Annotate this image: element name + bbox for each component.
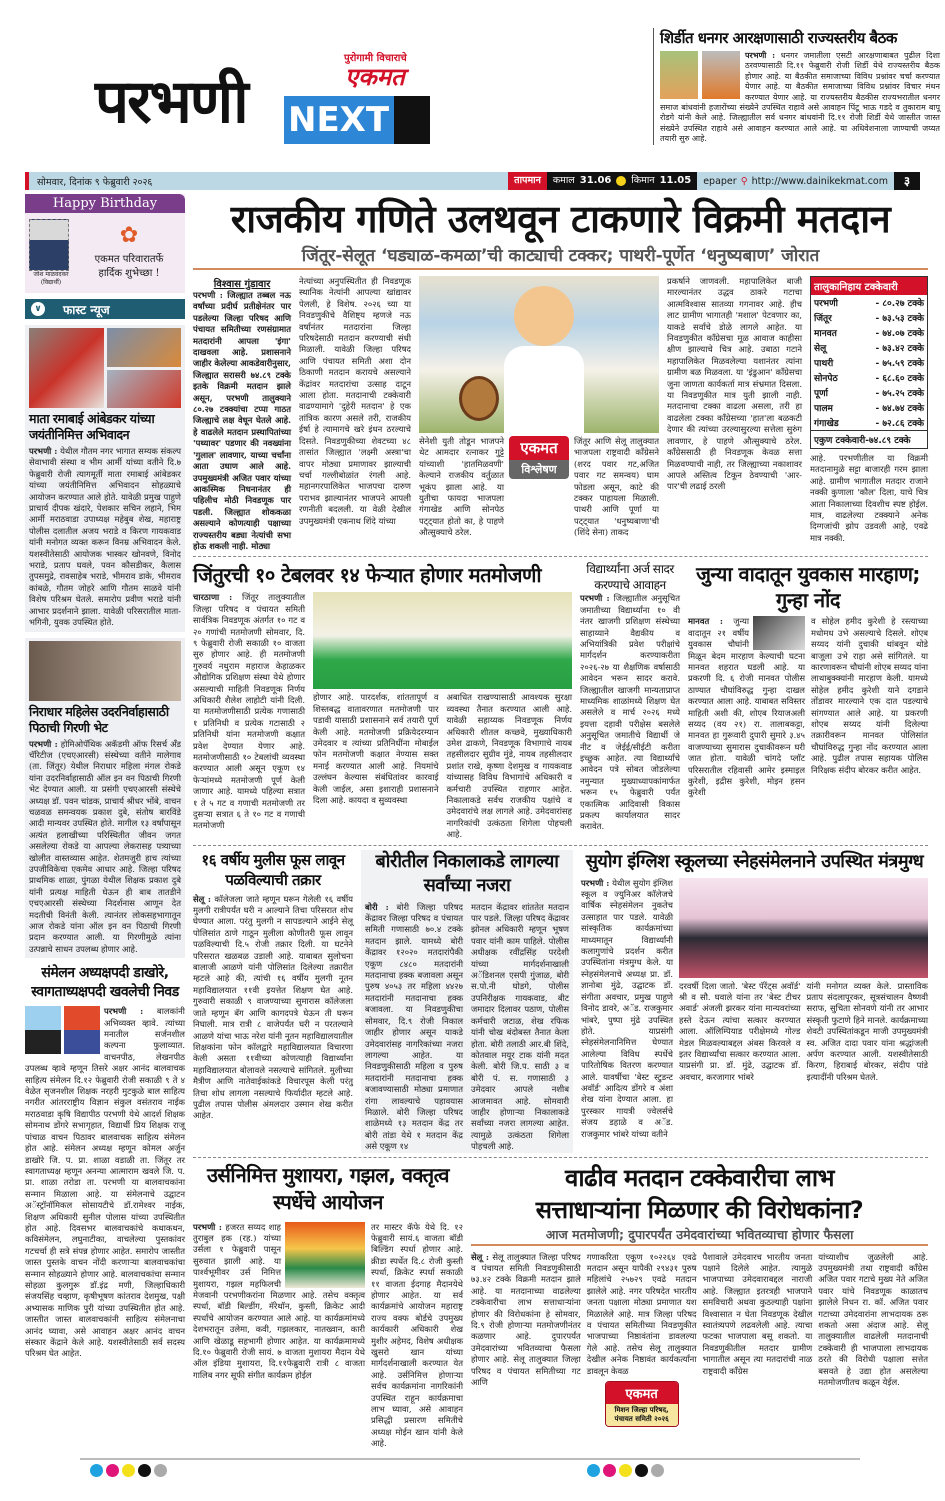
fast-news-header: [25, 299, 185, 319]
story-body: पैशावाले उमेदवारच भारतीय जनता पक्षाने दिलेले आहेत. त्यामुळे भाजपाच्या उमेदवाराबद्दल नाराजी आहे. जिल्ह्यात इतरत्रही भाजपाने समविचारी अथवा कुठल्याही पक्षांना विश्वासात न घेता निवडणूक देखील स्वातंत्र्यपणे लढवलेली आहे. त्याचा फटका भाजपाला बसू शकतो. या निवडणुकीतील मतदार ग्रामीण भागातील असून त्या मतदारांची नाळ राष्ट्रवादी काँग्रेस: [702, 1251, 813, 1376]
date-weather-bar: [25, 172, 920, 190]
story-body: धनगर जमातीला एसटी आरक्षणाबाबत पुढील दिशा ठरवण्यासाठी दि.११ फेब्रुवारी रोजी शिर्डी येथे राज्यस्तरीय बैठक होणार आहे. या बैठकीत समाजाच्या विविध प्रश्नांवर चर्चा करण्यात येणार आहे. या बैठकीत समाजाच्या विविध प्रश्नांवर विचार मंथन करण्यात येणार आहे. या राज्यस्तरीय बैठकीस राज्यभरातील धनगर समाज बांधवांनी हजारोंच्या संख्येने उपस्थित राहावे असे आवाहन पिंटू भाऊ गडदे व तुकाराम बापू रोडगे यांनी केले आहे. जिल्ह्यातील सर्व धनगर बांधवांनी दि.११ रोजी शिर्डी येथे जास्तीत जास्त संख्येने उपस्थित राहावे असे आवाहन करण्यात आले आहे. या अधिवेशनाला जाण्याची जय्यत तयारी सुरु आहे.: [660, 51, 940, 144]
story-body: गणाकरिता एकूण १०२२६४ एवढे मतदान असून यापैकी २९४३१ पुरुष महिलांचे २५७२९ एवढे मतदान झालेले आहे. नगर परिषदेत भारतीय जनता पक्षाला मोठ्या प्रमाणात यश मिळालेले आहे. मात्र जिल्हा परिषद व पंचायत समितीच्या निवडणुकीत भाजपाच्या निष्ठावंतांना डावलल्या गेले आहे. तसेच सेलू तालुक्यात देखील अनेक निष्ठावंत कार्यकर्त्यांना डावलून केवळ: [586, 1251, 697, 1376]
bori-story: [361, 850, 573, 1153]
event-photo: [29, 641, 181, 701]
taluka-percentage: - ६८.६० टक्के: [875, 374, 924, 384]
lead-col-2: नेत्यांच्या अनुपस्थितीत ही निवडणूक स्थानिक नेत्यांनी आपल्या खांद्यावर पेलली, हे विशेष. २०२६ च्या या निवडणुकीचे वैशिष्ट्य म्हणजे नऊ वर्षांनंतर मतदारांना जिल्हा परिषदेसाठी मतदान करण्याची संधी मिळाली. यावेळी जिल्हा परिषद आणि पंचायत समिती अशा दोन ठिकाणी मतदान करायचे असल्याने केंद्रांवर मतदारांचा उत्साह दाटून आला होता. मतदानाची टक्केवारी वाढण्यामागे 'दुहेरी मतदान' हे एक तांत्रिक कारण असले तरी, राजकीय ईर्षा हे त्यामागचे खरे इंधन ठरल्याचे दिसते. निवडणुकीच्या शेवटच्या ४८ तासांत जिल्ह्यात 'लक्ष्मी अस्त्रा'चा वापर मोठ्या प्रमाणावर झाल्याची चर्चा गल्लीबोळांत रंगली आहे. महानगरपालिकेत भाजपचा दारुण पराभव झाल्यानंतर भाजपने आपली रणनीती बदलली. या वेळी देखील उपमुख्यमंत्री एकनाथ शिंदे यांच्या: [299, 276, 411, 526]
dateline: परभणी :: [745, 50, 776, 60]
story-headline: विद्यार्थ्यांना अर्ज सादर करण्याचे आवाहन: [586, 562, 674, 593]
story-body: सेलू तालुक्यात जिल्हा परिषद व पंचायत समिती निवडणुकीसाठी ७३.४२ टक्के विक्रमी मतदान झाले आहे. या मतदानाच्या वाढलेल्या टक्केवारीचा लाभ सत्ताधाऱ्यांना होणार की विरोधकांना हे सोमवार, दि.९ रोजी होणाऱ्या मतमोजणीनंतर कळणार आहे. दुपारपर्यंत उमेदवारांच्या भवितव्याचा फैसला होणार आहे. सेलू तालुक्यात जिल्हा परिषद व पंचायत समितीच्या गट आणि: [471, 1251, 581, 1388]
brand-tagline: पुरोगामी विचाराचे: [344, 53, 407, 64]
taluka-name: जिंतूर: [814, 314, 832, 324]
second-row: [193, 561, 928, 840]
dargah-photo: [285, 1222, 365, 1288]
birthday-wish-line2: हार्दिक शुभेच्छा !: [98, 268, 160, 279]
dateline: परभणी :: [29, 738, 58, 749]
page-number: ३: [894, 172, 920, 190]
temperature-label: तापमान: [508, 172, 547, 190]
story-body: येथील गौतम नगर भागात सम्यक संकल्प सेवाभावी संस्था व भीम आर्मी यांच्या वतीने दि.७ फेब्रुवारी रोजी त्यागमूर्ती माता रमाबाई आंबेडकर यांच्या जयंतीनिमित्त अभिवादन सोहळ्याचे आयोजन करण्यात आले होते. यावेळी प्रमुख पाहुणे प्राचार्य दीपक खंदारे, पेशकार सचिन लहाने, भिम आर्मी मराठवाडा उपाध्यक्ष महेबुब शेख, महाराष्ट्र पोलीस दलातील अजय भराडे व किरण गायकवाड यांनी मनोगत व्यक्त करून विनम्र अभिवादन केले. यशस्वीतेसाठी आयोजक भास्कर खोनवणे, विनोद भराडे, प्रताप घवले, पवन कौसडीकर, कैलास तुपसमुद्रे, रावसाहेब भराडे, भीमराव डाके, भीमराव कांबळे, गौतम जोहरे आणि गौतम साळवे यांनी विशेष परिश्रम घेतले. समारोप प्रवीण भराडे यांनी आभार प्रदर्शनाने झाला. यावेळी परिसरातील माता-भगिनी, युवक उपस्थित होते.: [29, 446, 181, 628]
table-body: [811, 295, 927, 430]
taluka-name: सेलू: [814, 344, 827, 354]
counting-hall-photo: [313, 592, 572, 689]
story-headline: संमेलन अध्यक्षपदी डाखोरे, स्वागताध्यक्षपदी खवलेची निवड: [31, 965, 179, 1001]
story-body: दरवर्षी दिला जातो. 'बेस्ट पॅरेंट्स अवॉर्ड' श्री व सौ. घवाले यांना तर 'बेस्ट टीचर अवार्ड' अंजली झरकर यांना मान्यवरांच्या हस्ते देऊन त्यांचा सत्कार करण्यात आला. ऑलिम्पियाड परीक्षेमध्ये गोल्ड मेडल मिळवल्याबद्दल अंबस किरवले व इतर विद्यार्थ्यांचा सत्कार करण्यात आला. याप्रसंगी प्रा. डॉ. मुंढे, उद्घाटक डॉ. अवचार, करजागार भांबरे: [679, 980, 801, 1082]
student-photo: [64, 1006, 100, 1054]
temperature-readout: [547, 172, 697, 190]
story-body: जिंतूर तालुक्यातील जिल्हा परिषद व पंचायत समिती सार्वत्रिक निवडणूक अंतर्गत १० गट व २० गणांची मतमोजणी सोमवार, दि. ९ फेब्रुवारी रोजी सकाळी १० वाजता सुरु होणार आहे. ही मतमोजणी गुरुवर्य नथुराम महाराज केहाळकर औद्योगिक प्रशिक्षण संस्था येथे होणार असल्याची माहिती निवडणूक निर्णय अधिकारी शैलेश लाहोटी यांनी दिली. या मतमोजणीसाठी प्रत्येक गणासाठी १ प्रतिनिधी व प्रत्येक गटासाठी २ प्रतिनिधी यांना मतमोजणी कक्षात प्रवेश देण्यात येणार आहे. मतमोजणीसाठी १० टेबलांची व्यवस्था करण्यात आली असून एकूण १४ फेऱ्यांमध्ये मतमोजणी पूर्ण केली जाणार आहे. यामध्ये पहिल्या सत्रात १ ते ५ गट व गणाची मतमोजणी तर दुसऱ्या सत्रात ६ ते १० गट व गणाची मतमोजणी: [193, 592, 305, 831]
badge-label: मिशन जिल्हा परिषद, पंचायत समिती २०२६: [606, 1404, 678, 1426]
min-temp-label: किमान: [631, 175, 655, 186]
jintur-story: [193, 561, 572, 840]
magenta-dot: [603, 1464, 616, 1477]
footer-rule: [80, 1458, 860, 1460]
sammelan-story: [25, 964, 185, 1360]
story-headline: जुन्या वादातून युवकास मारहाण; गुन्हा नोंद: [696, 562, 920, 613]
dateline: सेलू :: [471, 1251, 489, 1262]
table-total: एकुण टक्केवारी-७४.८९ टक्के: [811, 430, 927, 448]
child-photo: [29, 219, 69, 271]
jintur-col-2: होणार आहे. पारदर्शक, शांततापूर्ण व शिस्तबद्ध वातावरणात मतमोजणी पार पडावी यासाठी प्रशासनाने सर्व तयारी पूर्ण केली आहे. मतमोजणी प्रक्रियेदरम्यान उमेदवार व त्यांच्या प्रतिनिधींना मोबाईल फोन मतमोजणी कक्षात नेण्यास सक्त मनाई करण्यात आली आहे. नियमांचे उल्लंघन केल्यास संबंधितांवर कारवाई केली जाईल, असा इशाराही प्रशासनाने दिला आहे. कायदा व सुव्यवस्था: [313, 692, 439, 805]
table-row: [811, 340, 927, 355]
story-headline: उर्सनिमित्त मुशायरा, गझल, वक्तृत्व स्पर्धेचे आयोजन: [206, 1162, 450, 1214]
story-subheadline: आज मतमोजणी; दुपारपर्यंत उमेदवारांच्या भवितव्याचा होणार फैसला: [471, 1226, 928, 1246]
taluka-percentage: - ७४.७४ टक्के: [875, 404, 924, 414]
taluka-name: पालम: [814, 404, 833, 414]
lead-col-5: प्रकर्षाने जाणवली. महापालिकेत बाजी मारल्यानंतर उद्धव ठाकरे गटाचा आत्मविश्वास सातव्या गगनावर आहे. हीच लाट ग्रामीण भागातही 'मशाल' पेटवणार का, याकडे सर्वांचे डोळे लागले आहेत. या निवडणुकीत काँग्रेसचा मूळ आवाज काहीसा क्षीण झाल्याचे चित्र आहे. उबाठा गटाने महापालिकेत मिळवलेल्या यशानंतर त्यांना ग्रामीण बळ मिळवला. या 'इंडुआन' काँग्रेसचा जुना जाणता कार्यकर्ता मात्र संभ्रमात दिसला. या निवडणुकीत मात्र युती झाली नाही. मतदानाचा टक्का वाढला असला, तरी हा वाढलेला टक्का काँग्रेसच्या 'हात'ला बळकटी देणार की त्यांच्या उरल्यासुरल्या सत्तेला सुरुंग लावणार, हे पाहणे औत्सुक्याचे ठरेल. काँग्रेससाठी ही निवडणूक केवळ सत्ता मिळवण्याची नाही, तर जिल्ह्याच्या नकाशावर आपले अस्तित्व टिकून ठेवण्याची 'आर-पार'ची लढाई ठरली: [667, 276, 802, 492]
school-event-photo: [679, 878, 928, 978]
vadhiv-story: [471, 1162, 928, 1450]
third-row: [193, 850, 928, 1153]
min-temp-value: 11.05: [659, 175, 692, 186]
story-headline-line-2: सत्ताधाऱ्यांना मिळणार की विरोधकांना?: [535, 1195, 864, 1224]
marhan-story: [688, 561, 928, 840]
story-body: बालकांनी अभिव्यक्त व्हावे. त्यांच्या मनातील सर्जनशील कल्पना फुलाव्यात. वाचनपीठ, लेखनपीठ उपलब्ध व्हावे म्हणून तिसरे अक्षर आनंद बालवाचक साहित्य संमेलन दि.१२ फेब्रुवारी रोजी सकाळी ९ ते ४ वेळेत सृजनशील शिक्षक नरहरी मुटकुळे बाल साहित्य नगरीत आंतरराष्ट्रीय विज्ञान संकुल वसंतराव नाईक मराठवाडा कृषि विद्यापीठ परभणी येथे आदर्श शिक्षक सोमनाथ डोंगरे सभागृहात, विद्यार्थी प्रिय शिक्षक राजू पांचाळ वाचन पिठावर बालवाचक साहित्य संमेलन होत आहे. संमेलन अध्यक्ष म्हणून कोमल अर्जुन डाखोरे जि. प. प्रा. शाळा वडाळी ता. जिंतूर तर स्वागताध्यक्ष म्हणून अनन्या आत्माराम खवले जि. प. प्रा. शाळा तरोडा ता. परभणी या बालवाचकांना सन्मान मिळाला आहे. या संमेलनाचे उद्घाटन अॅस्ट्रॉनॉमिकल सोसायटीचे डॉ.रामेश्वर नाईक, शिक्षण अधिकारी सुनील पोलास यांच्या उपस्थितीत होत आहे. दिवसभर बालवाचकांचे कथाकथन, कविसंमेलन, लघुनाटीका, वाचलेल्या पुस्तकांवर गटचर्चा ही सत्रे संपन्न होणार आहेत. समारोप जास्तीत जास्त पुस्तके वाचन नोंदी करणाऱ्या बालवाचकांचा सन्मान सोहळ्याने होणार आहे. बालवाचकांचा सन्मान सोहळा कुलगुरू डॉ.इंद्र मणी, जिल्हाधिकारी संजयसिंह चव्हाण, कृषीभूषण कांतराव देशमुख, पक्षी अभ्यासक माणिक पुरी यांच्या उपस्थितीत होत आहे. जास्तीत जास्त बालवाचकांनी साहित्य संमेलनाचा आनंद घ्यावा, असे आवाहन अक्षर आनंद वाचन संस्कार केंद्राने केले आहे. यशस्वीतेसाठी सर्व सदस्य परिश्रम घेत आहेत.: [25, 1006, 185, 1359]
taluka-name: परभणी: [814, 299, 838, 309]
table-row: [811, 295, 927, 310]
story-body: मतदान केंद्रावर शांततेत मतदान पार पडले. जिल्हा परिषद केंद्रावर झोनल अधिकारी म्हणून भूषण पवार यांनी काम पाहिले. पोलीस अधीक्षक रवींद्रसिंह परदेशी यांच्या मार्गदर्शनाखाली अॅडिशनल एसपी गुंजाळ, बोरी स.पो.नी घोडगे, पोलीस उपनिरीक्षक गायकवाड, बीट जमादार दिलावर पठाण, पोलीस कर्मचारी जटाळ, शेख रफिक यांनी चोख बंदोबस्त तैनात केला होता. बोरी तलाठी आर.बी शिंदे, कोतवाल मयूर टाक यांनी मदत केली. बोरी जि.प. साठी ३ व बोरी पं. स. गणासाठी ३ उमेदवार आपले नशीब आजमावत आहे. सोमवारी जाहीर होणाऱ्या निकालाकडे सर्वांच्या नजरा लागल्या आहेत. त्यामुळे उत्कंठता शिगेला पोहचली आहे.: [471, 901, 569, 1152]
person-photo: [702, 51, 740, 99]
event-photo: [107, 328, 182, 367]
chevron-down-icon: ∨: [31, 302, 45, 316]
grey-dot: [651, 1464, 664, 1477]
grey-dot: [154, 1464, 167, 1477]
lead-col-6: आहे. परभणीतील या विक्रमी मतदानामुळे सट्टा बाजारही गरम झाला आहे. ग्रामीण भागातील मतदार राजाने नक्की कुणाला 'कौल' दिला, याचे चित्र आता निकालाच्या दिवशीच स्पष्ट होईल. मात्र, वाढलेल्या टक्क्याने अनेक दिग्गजांची झोप उडवली आहे, एवढे मात्र नक्की.: [810, 453, 928, 543]
taluka-percentage: - ८०.२७ टक्के: [875, 299, 924, 309]
shirdi-headline: शिर्डीत धनगर आरक्षणासाठी राज्यस्तरीय बैठक: [660, 29, 897, 47]
lead-col-1: [193, 276, 291, 552]
story-body: व सोहेल हमीद कुरेशी हे रस्त्याच्या मधोमध उभे असल्याचे दिसले. शोएब सय्यद यांनी दुचाकी थांबवून थोडे बाजूला उभे राहा असे सांगितले. या कारणावरून चौघांनी शोएब सय्यद यांना लाथाबुक्क्यांनी मारहाण केली. यामध्ये सोहेल हमीद कुरेशी याने दगडाने तोंडावर मारल्याने एक दात पडल्याचे सांगण्यात आले आहे. या प्रकरणी शोएब सय्यद यांनी दिलेल्या तक्रारीवरून मानवत पोलिसांत चौघांविरुद्ध गुन्हा नोंद करण्यात आला आहे. पुढील तपास सहायक पोलिस निरिक्षक संदीप बोरकर करीत आहेत.: [811, 616, 928, 775]
dateline: बोरी :: [365, 901, 389, 912]
dateline: परभणी :: [29, 446, 58, 456]
divider: [193, 1157, 928, 1158]
dateline: परभणी :: [581, 877, 610, 888]
yellow-dot: [619, 1464, 632, 1477]
scuffle-illustration: [753, 616, 805, 650]
lead-headline: राजकीय गणिते उलथवून टाकणारे विक्रमी मतदान: [230, 197, 891, 241]
taluka-percentage: - ७३.५३ टक्के: [875, 314, 924, 324]
taluka-percentage-table: [810, 276, 928, 449]
story-headline-line-1: वाढीव मतदान टक्केवारीचा लाभ: [564, 1163, 835, 1192]
epaper-link[interactable]: [697, 176, 894, 187]
birthday-box: [25, 194, 185, 293]
table-row: [811, 370, 927, 385]
story-body: तर मास्टर कॅफे येथे दि. १२ फेब्रुवारी सायं.६ वाजता बॉडी बिल्डिंग स्पर्धा होणार आहे. क्रीडा स्पर्धेत दि.८ रोजी कुस्ती स्पर्धा, क्रिकेट स्पर्धा सकाळी ११ वाजता ईदगाह मैदानयेथे होणार आहेत. या सर्व कार्यक्रमांचे आयोजन महाराष्ट्र राज्य वक्फ बोर्डचे उपमुख्य कार्यकारी अधिकारी शेख मुशीर अहेमद, विशेष अधीक्षक खुसरो खान यांच्या मार्गदर्शनाखाली करण्यात येत आहे. उर्सनिमित्त होणाऱ्या सर्वच कार्यक्रमांना नागरिकांनी उपस्थित राहून कार्यक्रमाचा लाभ घ्यावा, असे आवाहन प्रसिद्धी प्रसारण समितीचे अध्यक्ष मोईन खान यांनी केले आहे.: [371, 1221, 463, 1449]
lead-story: [193, 276, 928, 552]
cmyk-registration-marks: [90, 1464, 167, 1477]
birthday-title: Happy Birthday: [25, 194, 185, 213]
badge-brand: एकमत: [509, 436, 569, 460]
dateline: परभणी :: [580, 593, 610, 604]
dateline: परभणी :: [104, 1006, 144, 1017]
table-row: [811, 415, 927, 430]
lead-cartoon-illustration: [419, 276, 659, 433]
story-headline: बोरीतील निकालाकडे लागल्या सर्वांच्या नजरा: [375, 850, 559, 896]
flower-icon: ✿: [119, 223, 139, 248]
table-row: [811, 355, 927, 370]
birthday-wish-line1: एकमत परिवारातर्फे: [94, 254, 164, 265]
magenta-dot: [106, 1464, 119, 1477]
story-headline: १६ वर्षीय मुलीस फूस लावून पळविल्याची तक्रार: [201, 850, 345, 889]
epaper-label: epaper: [703, 175, 737, 187]
table-title: तालुकानिहाय टक्केवारी: [811, 277, 927, 295]
story-body: यांच्याशीच जुळलेली आहे. उपमुख्यमंत्री तथा राष्ट्रवादी काँग्रेस अजित पवार गटाचे मुख्य नेते अजित पवार यांचे निवडणूक काळातच झालेले निधन रा. कॉ. अजित पवार गटाच्या उमेदवारांना लाभदायक ठरू शकतो असा अंदाज आहे. सेलू तालुक्यातील वाढलेली मतदानाची टक्केवारी ही भाजपाला लाभदायक ठरते की विरोधी पक्षाला सत्तेत बसवते हे उद्या होत असलेल्या मतमोजणीतच कळून येईल.: [818, 1251, 928, 1388]
issue-date: सोमवार, दिनांक ९ फेब्रुवारी २०२६: [37, 176, 153, 188]
mulgi-story: [193, 850, 353, 1153]
badge-brand: एकमत: [606, 1382, 678, 1404]
accent-tick: [25, 172, 29, 190]
lead-col-4: जिंतूर आणि सेलू तालुक्यात भाजपला राष्ट्रवादी काँग्रेसने (शरद पवार गट,अजित पवार गट समन्वय) घाम फोडला असून, काटे की टक्कर पाहायला मिळाली. पाथरी आणि पूर्णा या पट्ट्यात 'धनुष्यबाणा'ची (शिंदे सेना) ताकद: [574, 436, 659, 538]
max-temp-value: 31.06: [579, 175, 612, 186]
taluka-percentage: - ७४.०७ टक्के: [875, 329, 924, 339]
dateline: परभणी :: [193, 1221, 223, 1232]
search-icon: ⚲: [740, 175, 748, 187]
next-logo-text: NEXT: [284, 96, 394, 144]
dateline: चारठाणा :: [193, 592, 233, 603]
ekmat-vishleshan-badge: [509, 436, 569, 479]
badge-label: विश्लेषण: [509, 460, 569, 479]
event-photo: [29, 328, 104, 408]
student-photo: [25, 1006, 61, 1054]
next-logo-x-icon: [394, 96, 430, 144]
shirdi-story: [653, 28, 940, 145]
brand-logo: एकमत: [345, 63, 405, 91]
table-row: [811, 325, 927, 340]
taluka-name: गंगाखेड: [814, 419, 839, 429]
ekmat-mission-badge: [605, 1381, 679, 1427]
fast-news-label: फास्ट न्यूज: [63, 302, 110, 317]
taluka-percentage: - ७५.२५ टक्के: [875, 389, 924, 399]
story-body: जिल्ह्यातील अनुसूचित जमातीच्या विद्यार्थ्यांना १० वी नंतर खाजगी प्रशिक्षण संस्थेच्या साहाय्याने वैद्यकीय व अभियांत्रिकी प्रवेश परीक्षांचे मार्गदर्शन करण्याकरीता २०२६-२७ या शैक्षणिक वर्षासाठी आवेदन भरून सादर करावे. जिल्ह्यातील खाजगी मान्यताप्राप्त माध्यमिक शाळांमध्ये शिक्षण घेत असलेले व मार्च २०२६ मध्ये इयत्ता दहावी परीक्षेस बसलेले अनुसूचित जमातीचे विद्यार्थी जे नीट व जेईई/सीईटी करीता इच्छुक आहेत. त्या विद्यार्थ्यांचे आवेदन पत्रे सोबत जोडलेल्या नमुन्यात मुख्याध्यापकांमार्फत भरून १५ फेब्रुवारी पर्यंत एकात्मिक आदिवासी विकास प्रकल्प कार्यालयात सादर करावेत.: [580, 593, 680, 832]
divider: [193, 556, 928, 557]
story-headline: जिंतुरची १० टेबलवर १४ फेऱ्यात होणार मतमोजणी: [193, 563, 542, 588]
table-row: [811, 385, 927, 400]
jintur-col-3: अबाधित राखण्यासाठी आवश्यक सुरक्षा व्यवस्था तैनात करण्यात आली आहे. यावेळी सहाय्यक निवडणूक निर्णय अधिकारी शीतल कच्छवे, मुख्याधिकारी उमेश ढाकणे, निवडणूक विभागाचे नायब तहसीलदार सुग्रीव मुंडे, नायब तहसीलदार प्रशांत राखे, कृष्णा देशमुख व गायकवाड यांच्यासह विविध विभागांचे अधिकारी व कर्मचारी उपस्थित राहणार आहेत. निकालाकडे सर्वच राजकीय पक्षांचे व उमेदवारांचे लक्ष लागले आहे. उमेदवारांसह नागरिकांची उत्कंठता शिगेला पोहचली आहे.: [446, 692, 572, 840]
vidyarthi-story: [580, 561, 680, 840]
fast-news-story-2: [25, 638, 185, 959]
dateline: परभणी :: [193, 290, 223, 300]
yellow-dot: [122, 1464, 135, 1477]
child-name: जोश माळवदकर: [33, 271, 69, 278]
child-role: (विद्यार्थी): [40, 279, 62, 286]
table-row: [811, 310, 927, 325]
taluka-percentage: - ७५.५९ टक्के: [875, 359, 924, 369]
cmyk-registration-marks: [587, 1464, 664, 1477]
story-body: जुन्या वादातून २१ वर्षीय युवकास चौघांनी मिळून बेदम मारहाण केल्याची घटना मानवत शहरात घडली आहे. या प्रकरणी दि. ६ रोजी मानवत पोलीस ठाण्यात चौघांविरुद्ध गुन्हा दाखल करण्यात आला आहे. याबाबत सविस्तर माहिती अशी की, शोएब रियाजअली सय्यद (वय २१) रा. तालाबकट्टा, मानवत हा गुरूवारी दुपारी सुमारे ३.४५ वाजण्याच्या सुमारास दुचाकीवरून घरी जात होता. यावेळी चांगदे प्लॉट परिसरातील रहिवासी आमेर इस्माइल कुरेशी, इद्रीस कुरेशी, मोइन हसन कुरेशी: [688, 616, 805, 798]
taluka-percentage: - ७२.८६ टक्के: [875, 419, 924, 429]
fast-news-story-1: [25, 325, 185, 632]
next-logo: [284, 96, 430, 144]
footer: [0, 1458, 945, 1494]
epaper-url[interactable]: http://www.dainikekmat.com: [751, 175, 888, 187]
cyan-dot: [587, 1464, 600, 1477]
suyog-story: [581, 850, 928, 1153]
black-dot: [138, 1464, 151, 1477]
dateline: सेलू :: [193, 893, 212, 904]
story-body: कॉलेजला जाते म्हणून घरून गेलेली १६ वर्षीय मुलगी रात्रीपर्यंत घरी न आल्याने तिचा परिसरात शोध घेण्यात आला. परंतु मुलगी न सापडल्याने आईने सेलू पोलिसांत ठाणे गाठून मुलीला कोणीतरी फूस लावून पळविल्याची दि.५ रोजी तक्रार दिली. या घटनेने परिसरात खळबळ उडाली आहे. याबाबत सुलोचना बालाजी आळणे यांनी पोलिसांत दिलेल्या तक्रारीत म्हटले आहे की, त्यांची १६ वर्षीय मुलगी नूतन महाविद्यालयात ११वी इयत्तेत शिक्षण घेत आहे. गुरुवारी सकाळी ९ वाजण्याच्या सुमारास कॉलेजला जाते म्हणून बॅग आणि कागदपत्रे घेऊन ती घरून निघाली. मात्र रात्री ८ वाजेपर्यंत घरी न परतल्याने आळणे यांचा भाऊ नरेश यांनी नूतन महाविद्यालयातील शिक्षकांना फोन कॉलद्वारे महाविद्यालयात विचारणा केली असता ११वीच्या कोणत्याही विद्यार्थ्यांना महाविद्यालयात बोलावले नसल्याचे सांगितले. मुलीच्या मैत्रीण आणि नातेवाईकांकडे विचारपूस केली परंतु तिचा शोध लागला नसल्याचे फिर्यादीत म्हटले आहे. पुढील तपास पोलीस अंमलदार उस्मान शेख करीत आहेत.: [193, 893, 353, 1121]
taluka-name: पाथरी: [814, 359, 834, 369]
divider: [193, 845, 928, 846]
cyan-dot: [90, 1464, 103, 1477]
masthead-title: परभणी: [95, 67, 247, 137]
taluka-name: पूर्णा: [814, 389, 828, 399]
dateline: मानवत :: [688, 616, 723, 627]
table-row: [811, 400, 927, 415]
max-temp-label: कमाल: [552, 175, 575, 186]
taluka-percentage: - ७३.४२ टक्के: [875, 344, 924, 354]
taluka-name: मानवत: [814, 329, 837, 339]
person-photo: [660, 51, 698, 99]
story-body: यांनी मनोगत व्यक्त केले. प्रास्ताविक प्रताप संदलापूरकर, सूत्रसंचालन वैष्णवी सराफ, सुचिता सोनवणे यांनी तर आभार संस्कृती फुटाणे हिने मानले. कार्यक्रमाच्या शेवटी उपस्थितांकडून माजी उपमुख्यमंत्री स्व. अजित दादा पवार यांना श्रद्धांजली अर्पण करण्यात आली. यशस्वीतेसाठी किरण, हिराबाई बोरकर, संदीप पांडे इत्यादींनी परिश्रम घेतले.: [806, 980, 928, 1082]
black-dot: [635, 1464, 648, 1477]
story-body: येथील सुयोग इंग्लिश स्कूल व ज्युनिअर कॉलेजचे वार्षिक स्नेहसंमेलन नुकतेच उत्साहात पार पडले. यावेळी सांस्कृतिक कार्यक्रमांच्या माध्यमातून विद्यार्थ्यांनी कलागुणांचे प्रदर्शन करीत उपस्थितांना मंत्रमुग्ध केले. या स्नेहसंमेलनाचे अध्यक्ष प्रा. डॉ. ज्ञानोबा मुंढे, उद्घाटक डॉ. संगीता अवचार, प्रमुख पाहुणे विनोद डावरे, अॅड. राजकुमार भांबरे, पुष्पा मुंढे उपस्थित होते. याप्रसंगी स्नेहसंमेलनानिमित्त घेण्यात आलेल्या विविध स्पर्धेचे पारितोषिक वितरण करण्यात आले. यावर्षीचा 'बेस्ट स्टुडन्ट अवॉर्ड' आदित्य डोंगरे व अंशा शेख यांना देण्यात आला. हा पुरस्कार गायत्री ज्वेलर्सचे संजय डहाळे व अॅड. राजकुमार भांबरे यांच्या वतीने: [581, 877, 673, 1139]
event-photo: [107, 370, 182, 409]
story-headline: निराधार महिलेस उदरनिर्वाहासाठी पिठाची गिरणी भेट: [29, 703, 169, 735]
story-body: हजरत सय्यद शाह तुराबुल हक (रह.) यांच्या उर्सला १ फेब्रुवारी पासून सुरुवात झाली आहे. या पार्श्वभूमीवर उर्स निमित्त मुशायरा, गझल महफिलची मेजवानी परभणीकरांना मिळणार आहे. तसेच वक्तृत्व स्पर्धा, बाॅडी बिल्डींग, मॅरेथॉन, कुस्ती, क्रिकेट आदी स्पर्धांचे आयोजन करण्यात आले आहे. या कार्यक्रमांमध्ये देशभरातून उलेमा, कवी, गझलकार, नातख्वान, कारी आणि खेळाडू सहभागी होणार आहेत. या कार्यक्रमामध्ये दि.१० फेब्रुवारी रोजी सायं. ७ वाजता मुशायरा मैदान येथे ऑल इंडिया मुशायरा, दि.११फेब्रुवारी रात्री ८ वाजता गालिब नगर सूफी संगीत कार्यक्रम होईल: [193, 1221, 365, 1380]
story-headline: माता रमाबाई आंबेडकर यांच्या जयंतीनिमित्त अभिवादन: [29, 411, 155, 442]
story-body: बोरी जिल्हा परिषद केंद्रावर जिल्हा परिषद व पंचायत समिती गणासाठी ७०.४ टक्के मतदान झाले. यामध्ये बोरी केंद्रावर १२०२० मतदारांपैकी एकूण ८४८० मतदारांनी मतदानाचा हक्क बजावला असून पुरुष ४०५३ तर महिला ४४२७ मतदारांनी मतदानाचा हक्क बजावला. या निवडणुकीचा सोमवार, दि.९ रोजी निकाल जाहीर होणार असून याकडे उमेदवारांसह नागरिकांच्या नजरा लागल्या आहेत. या निवडणुकीसाठी महिला व पुरुष मतदारांनी मतदानाचा हक्क बजावण्यासाठी मोठ्या प्रमाणात रांगा लावल्याचे पहावयास मिळाले. बोरी जिल्हा परिषद शाळेमध्ये १३ मतदान केंद्र तर बोरी तांडा येथे १ मतदान केंद्र असे एकूण १४: [365, 901, 463, 1152]
taluka-name: सोनपेठ: [814, 374, 838, 384]
sun-icon: [616, 176, 626, 186]
masthead: [0, 0, 945, 172]
story-headline: सुयोग इंग्लिश स्कूलच्या स्नेहसंमेलनाने उपस्थित मंत्रमुग्ध: [585, 850, 924, 872]
fourth-row: [193, 1162, 928, 1450]
story-body: होमिओपॅथिक अकॅडमी ऑफ रिसर्च अँड चॅरिटीज (एचएआरसी) संस्थेच्या वतीने मालेगाव (ता. जिंतूर) येथील निराधार महिला मंगल रोकडे यांना उदरनिर्वाहासाठी ऑल इन वन पिठाची गिरणी भेट देण्यात आली. या प्रसंगी एचएआरसी संस्थेचे अध्यक्ष डॉ. पवन चांडक, प्राचार्य श्रीधर भोंबे, वाचन चळवळ समन्वयक प्रकाश दुबे, संतोष बारविंडे आदी मान्यवर उपस्थित होते. मागील १३ वर्षांपासून अत्यंत हलाखीच्या परिस्थितीत जीवन जगत असलेल्या रोकडे या आपल्या लेकरासह पत्र्याच्या खोलीत वास्तव्यास आहेत. शेतमजुरी हाच त्यांच्या उपजीविकेचा एकमेव आधार आहे. जिल्हा परिषद प्राथमिक शाळा, पुंगळा येथील शिक्षक प्रकाश दुबे यांनी प्रत्यक्ष माहिती घेऊन ही बाब तातडीने एचएआरसी संस्थेच्या निदर्शनास आणून देत मदतीची विनंती केली. त्यानंतर लोकसहभागातून आज रोकडे यांना ऑल इन वन पिठाची गिरणी प्रदान करण्यात आली. या गिरणीमुळे त्यांना उत्पन्नाचे साधन उपलब्ध होणार आहे.: [29, 738, 182, 954]
urs-story: [193, 1162, 463, 1450]
lead-col-3: सेनेशी युती तोडून भाजपने थेट आमदार रत्नाकर गुट्टे यांच्याशी 'हातमिळवणी' केल्याने राजकीय वर्तुळात भूकंप झाला आहे. या युतीचा फायदा भाजपला गंगाखेड आणि सोनपेठ पट्ट्यात होतो का, हे पाहणे औत्सुक्याचे ठरेल.: [419, 436, 504, 538]
byline: विश्वास गुंडावार: [213, 279, 271, 290]
lead-subheadline: जिंतूर-सेलूत ‘घड्याळ-कमळा’ची काट्याची टक्कर; पाथरी-पूर्णेत ‘धनुष्यबाण’ जोरात: [193, 244, 928, 270]
story-body: जिल्ह्यात तब्बल नऊ वर्षांच्या प्रदीर्घ प्रतीक्षेनंतर पार पडलेल्या जिल्हा परिषद आणि पंचायत समितीच्या रणसंग्रामात मतदारांनी आपला 'इंगा' दाखवला आहे. प्रशासनाने जाहीर केलेल्या आकडेवारीनुसार, जिल्ह्यात सरासरी ७४.८९ टक्के इतके विक्रमी मतदान झाले असून, परभणी तालुक्याने ८०.२७ टक्क्यांचा टप्पा गाठत जिल्ह्याचे लक्ष वेधून घेतले आहे. हे वाढलेले मतदान प्रस्थापितांच्या 'पथ्यावर' पडणार की नवख्यांना 'गुलाल' लावणार, याच्या चर्चांना आता उधाण आले आहे. उपमुख्यमंत्री अजित पवार यांच्या आकस्मिक निधनानंतर ही पहिलीच मोठी निवडणूक पार पडली. जिल्ह्यात शोककळा असल्याने कोणत्याही पक्षाच्या राज्यस्तरीय बड्या नेत्यांची सभा होऊ शकली नाही. मोठ्या: [193, 290, 291, 551]
